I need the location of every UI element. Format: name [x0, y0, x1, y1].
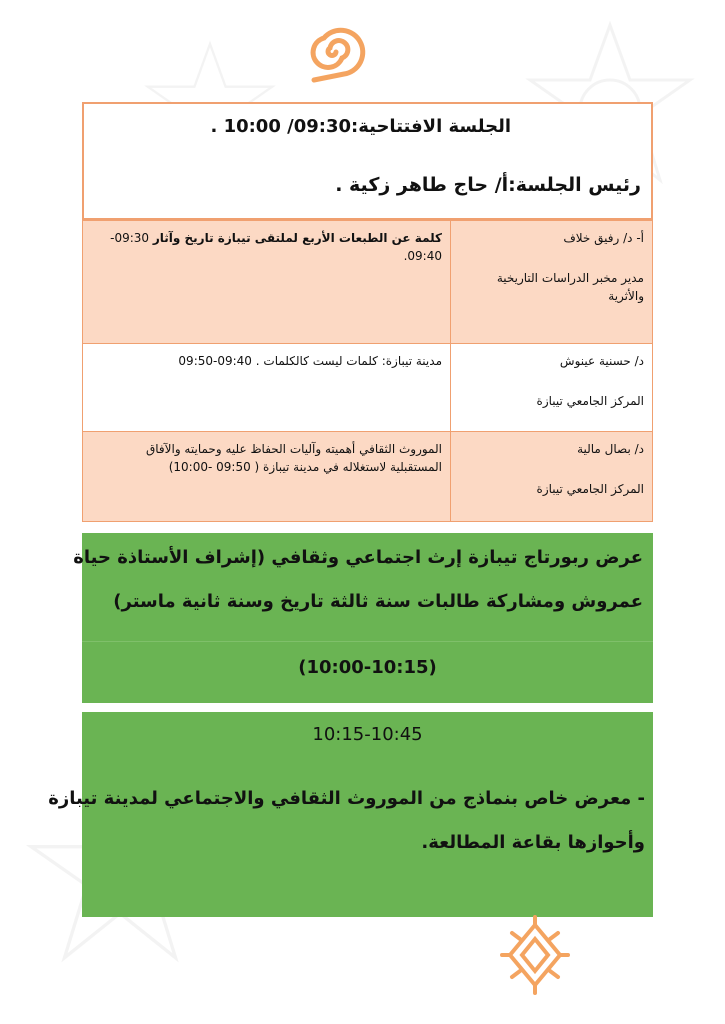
divider [82, 641, 653, 642]
exhibition-box [48, 712, 653, 917]
speaker-cell [451, 344, 653, 432]
table-row [83, 221, 653, 344]
topic-cell [83, 432, 451, 522]
session-chair: رئيس الجلسة:أ/ حاج طاهر زكية . [335, 174, 641, 196]
reportage-line-1: عرض ربورتاج تيبازة إرث اجتماعي وثقافي (إشراف الأستاذة حياة [73, 547, 643, 568]
topic-cell [83, 344, 451, 432]
session-header-box [82, 102, 653, 220]
topic-title: كلمة عن الطبعات الأربع لملتقى تيبازة تاريخ وآثار [152, 231, 442, 245]
exhibition-time: 10:15-10:45 [312, 724, 423, 745]
speaker-affiliation: مدير مخبر الدراسات التاريخية والأثرية [496, 271, 644, 303]
session-title: الجلسة الافتتاحية:09:30/ 10:00 . [210, 116, 511, 137]
exhibition-line-1: - معرض خاص بنماذج من الموروث الثقافي والاجتماعي لمدينة تيبازة [48, 788, 645, 809]
program-table [82, 220, 653, 522]
table-row [83, 344, 653, 432]
exhibition-line-2: وأحوازها بقاعة المطالعة. [421, 832, 645, 853]
speaker-affiliation: المركز الجامعي تيبازة [536, 394, 644, 408]
topic-cell [83, 221, 451, 344]
speaker-cell [451, 432, 653, 522]
topic-time: الموروث الثقافي أهميته وآليات الحفاظ عليه وحمايته والآفاق المستقبلية لاستغلاله في مدينة تيبازة ( 09:50 -10:00) [145, 442, 442, 474]
ornament-logo-icon [500, 915, 570, 995]
speaker-name: د/ حسنية عينوش [559, 354, 644, 368]
table-row [83, 432, 653, 522]
topic-time: 09:30- 09:40. [110, 231, 442, 263]
speaker-name: د/ بصال مالية [577, 442, 644, 456]
speaker-affiliation: المركز الجامعي تيبازة [536, 482, 644, 496]
reportage-time: (10:00-10:15) [298, 657, 437, 678]
spiral-logo-icon [300, 18, 370, 88]
reportage-line-2: عمروش ومشاركة طالبات سنة ثالثة تاريخ وسنة ثانية ماستر) [113, 591, 643, 612]
speaker-name: أ- د/ رفيق خلاف [563, 231, 644, 245]
reportage-box [73, 533, 653, 703]
speaker-cell [451, 221, 653, 344]
topic-time: مدينة تيبازة: كلمات ليست كالكلمات . 09:40-09:50 [178, 354, 442, 368]
